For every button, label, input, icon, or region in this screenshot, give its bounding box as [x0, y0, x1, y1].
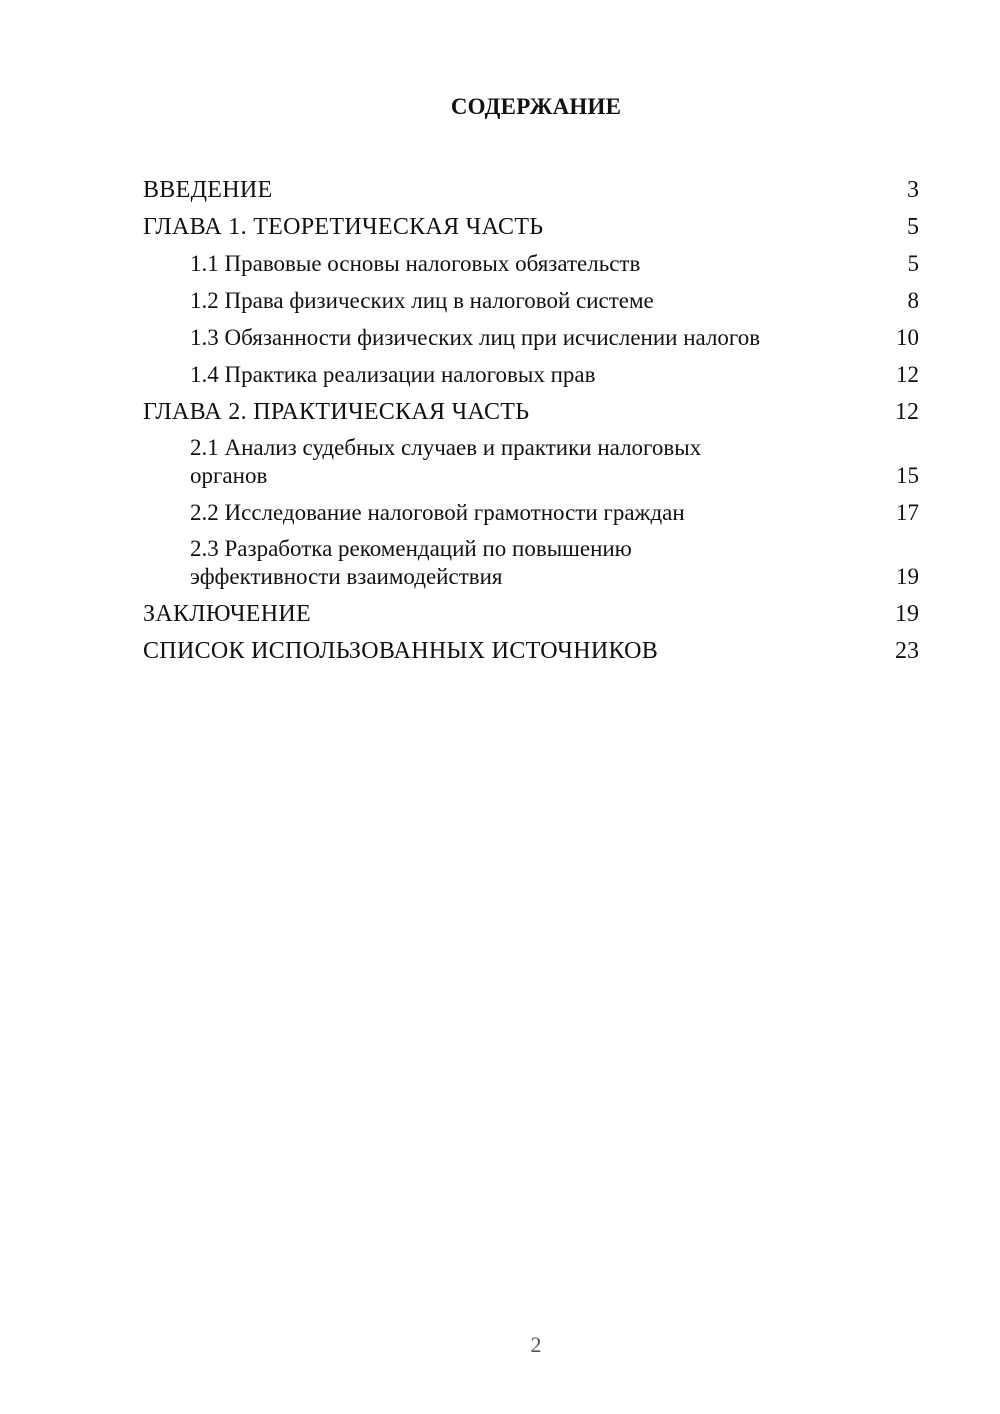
- toc-entry-chapter-2: [143, 390, 919, 427]
- toc-entry-page: 15: [896, 463, 919, 488]
- toc-entry-section-1-1: [143, 242, 919, 279]
- toc-entry-title: 2.2 Исследование налоговой грамотности граждан: [190, 500, 685, 525]
- toc-entry-page: 5: [907, 214, 919, 240]
- toc-entry-page: 5: [907, 251, 919, 276]
- toc-entry-references: [143, 629, 919, 666]
- toc-entry-section-2-1: [143, 427, 919, 491]
- toc-entry-title: 1.4 Практика реализации налоговых прав: [190, 362, 596, 387]
- toc-entry-page: 17: [896, 500, 919, 525]
- toc-entry-conclusion: [143, 592, 919, 629]
- toc-entry-page: 10: [896, 325, 919, 350]
- toc-entry-chapter-1: [143, 205, 919, 242]
- toc-entry-title: 1.2 Права физических лиц в налоговой системе: [190, 288, 654, 313]
- toc-entry-title: ГЛАВА 2. ПРАКТИЧЕСКАЯ ЧАСТЬ: [143, 399, 530, 425]
- toc-heading: СОДЕРЖАНИЕ: [450, 94, 622, 119]
- toc-entry-page: 8: [907, 288, 919, 313]
- toc-entry-section-1-4: [143, 353, 919, 390]
- toc-entry-page: 19: [895, 601, 919, 627]
- toc-entry-page: 3: [907, 177, 919, 203]
- table-of-contents: [143, 168, 919, 666]
- toc-entry-page: 19: [896, 564, 919, 589]
- toc-entry-section-2-3: [143, 528, 919, 592]
- toc-entry-title: 1.1 Правовые основы налоговых обязательств: [190, 251, 641, 276]
- toc-entry-title: ВВЕДЕНИЕ: [143, 177, 273, 203]
- toc-entry-title: 2.3 Разработка рекомендаций по повышению эффективности взаимодействия: [190, 536, 632, 589]
- toc-entry-page: 12: [896, 362, 919, 387]
- toc-entry-section-1-3: [143, 316, 919, 353]
- toc-entry-page: 23: [895, 638, 919, 664]
- toc-entry-title: 1.3 Обязанности физических лиц при исчислении налогов: [190, 325, 761, 350]
- toc-entry-section-1-2: [143, 279, 919, 316]
- toc-entry-title: ЗАКЛЮЧЕНИЕ: [143, 601, 311, 627]
- toc-entry-title: СПИСОК ИСПОЛЬЗОВАННЫХ ИСТОЧНИКОВ: [143, 638, 659, 664]
- toc-entry-title: ГЛАВА 1. ТЕОРЕТИЧЕСКАЯ ЧАСТЬ: [143, 214, 544, 240]
- toc-entry-section-2-2: [143, 491, 919, 528]
- toc-entry-introduction: [143, 168, 919, 205]
- page-number: 2: [530, 1332, 542, 1357]
- toc-entry-page: 12: [895, 399, 919, 425]
- toc-entry-title: 2.1 Анализ судебных случаев и практики налоговых органов: [190, 435, 702, 488]
